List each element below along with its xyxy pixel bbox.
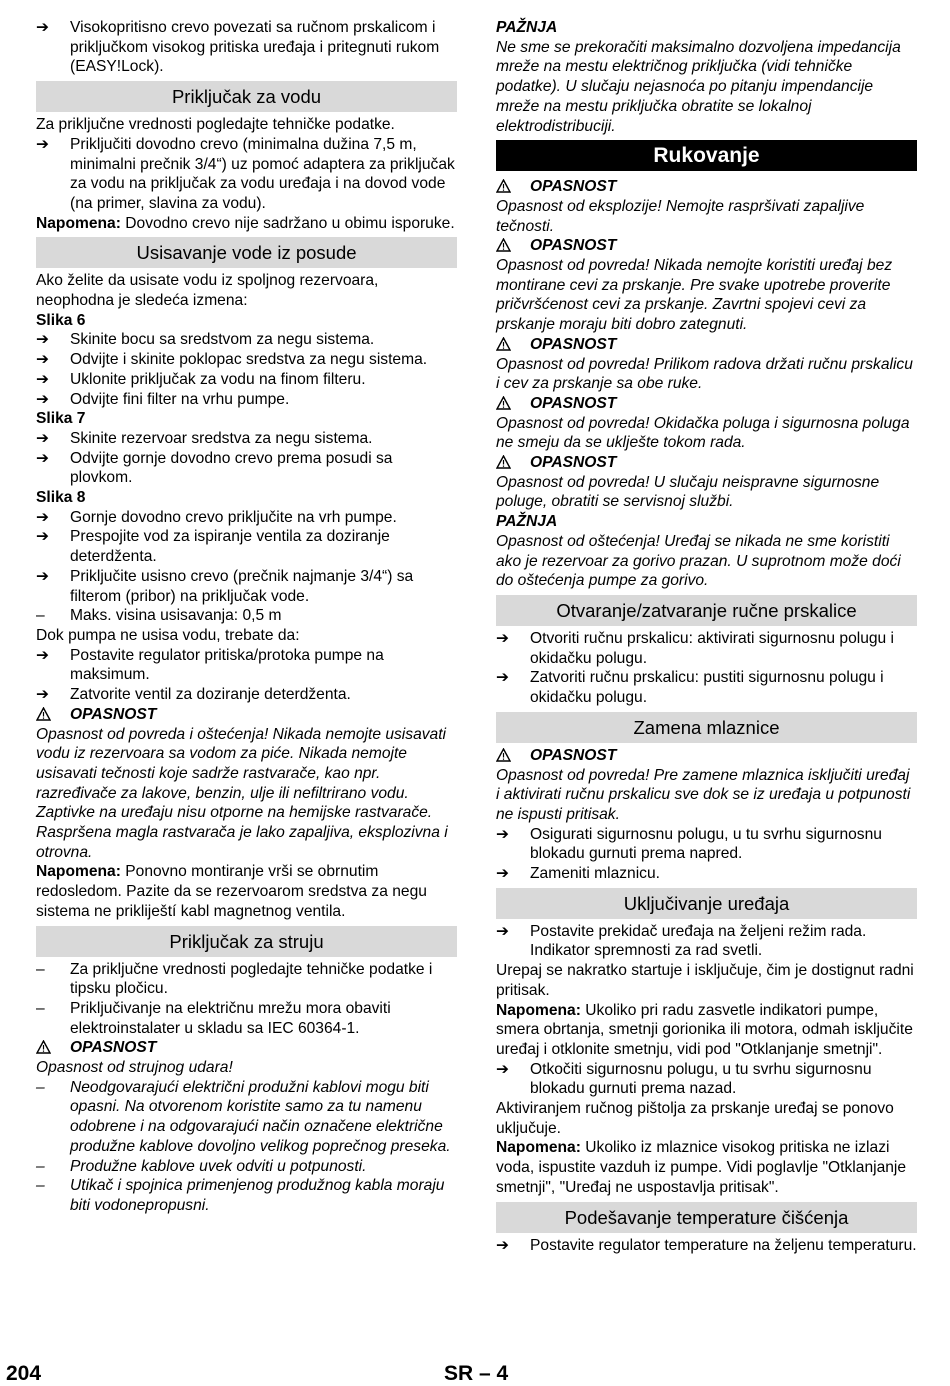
paragraph: Dok pumpa ne usisa vodu, trebate da:	[36, 626, 300, 644]
chapter-heading: Rukovanje	[496, 140, 917, 171]
dash-icon: –	[36, 1157, 45, 1175]
danger-heading: OPASNOST	[36, 1038, 457, 1058]
arrow-icon: ➔	[36, 528, 50, 546]
page-code: SR – 4	[444, 1362, 509, 1385]
arrow-icon: ➔	[36, 429, 50, 447]
warning-text: Opasnost od povreda! Pre zamene mlaznica isključiti uređaj i aktivirati ručnu prskalicu sve dok se iz uređaja u potpunosti ne ispusti pritisak.	[496, 766, 911, 823]
dash-item: – Za priključne vrednosti pogledajte tehničke podatke i tipsku pločicu.	[36, 960, 433, 998]
note: Napomena: Ukoliko pri radu zasvetle indikatori pumpe, smera obrtanja, smetnji gorionika ili motora, odmah isključite uređaj i otklonite smetnju, vidi pod "Otklanjanje smetnji".	[496, 1001, 913, 1058]
warning-text: Opasnost od strujnog udara!	[36, 1059, 233, 1077]
arrow-icon: ➔	[36, 449, 50, 467]
dash-icon: –	[36, 607, 45, 625]
section-heading: Priključak za struju	[36, 926, 457, 957]
arrow-icon: ➔	[36, 351, 50, 369]
danger-heading: OPASNOST	[496, 177, 917, 197]
warning-text: Opasnost od povreda! Nikada nemojte koristiti uređaj bez montirane cevi za prskanje. Pre svake upotrebe proverite pričvršćenost cevi za prskanje. Zavrtni spojevi cevi za prskanje moraju biti dobro zategnuti.	[496, 257, 893, 334]
bullet-item: ➔ Osigurati sigurnosnu polugu, u tu svrhu sigurnosnu blokadu gurnuti prema napred.	[496, 825, 882, 863]
danger-heading: OPASNOST	[496, 453, 917, 473]
bullet-item: ➔ Otvoriti ručnu prskalicu: aktivirati sigurnosnu polugu i okidačku polugu.	[496, 629, 895, 667]
paragraph: Za priključne vrednosti pogledajte tehničke podatke.	[36, 116, 395, 134]
arrow-icon: ➔	[36, 508, 50, 526]
paragraph: Ako želite da usisate vodu iz spoljnog rezervoara, neophodna je sledeća izmena:	[36, 272, 379, 310]
arrow-icon: ➔	[496, 825, 510, 843]
arrow-icon: ➔	[496, 1060, 510, 1078]
right-column	[496, 18, 917, 1255]
warning-text: Opasnost od povreda! U slučaju neispravne sigurnosne poluge, obratiti se servisnoj službi.	[496, 473, 880, 511]
caution-heading: PAŽNJA	[496, 513, 558, 531]
warning-triangle-icon	[496, 177, 530, 197]
section-heading: Podešavanje temperature čišćenja	[496, 1202, 917, 1233]
warning-triangle-icon	[496, 335, 530, 355]
bullet-item: ➔ Priključite usisno crevo (prečnik najmanje 3/4“) sa filterom (pribor) na priključak vode.	[36, 567, 414, 605]
arrow-icon: ➔	[496, 1236, 510, 1254]
arrow-icon: ➔	[36, 686, 50, 704]
note: Napomena: Ponovno montiranje vrši se obrnutim redosledom. Pazite da se rezervoarom sredstva za negu sistema ne prikliještí kabl magnetnog ventila.	[36, 863, 427, 920]
danger-heading: OPASNOST	[496, 394, 917, 414]
figure-label: Slika 6	[36, 311, 86, 329]
caution-text: Ne sme se prekoračiti maksimalno dozvoljena impedancija mreže na mestu električnog priključka (vidi tehničke podatke). U slučaju nejasnoća po pitanju impendancije mreže na mestu priključka obratite se lokalnoj elektrodistribuciji.	[496, 38, 901, 135]
caution-text: Opasnost od oštećenja! Uređaj se nikada ne sme koristiti ako je rezervoar za gorivo prazan. U suprotnom može doći do oštećenja pumpe za gorivo.	[496, 532, 901, 590]
warning-text: Opasnost od povreda i oštećenja! Nikada nemojte usisavati vodu iz rezervoara sa vodom za piće. Nikada nemojte usisavati tečnosti koje sadrže rastvarače, kao npr. razređivače za lakove, benzin, ulje ili nefiltrirano vodu. Zaptivke na uređaju nisu otporne na hemijske rastvarače. Raspršena magla rastvarača je lako zapaljiva, eksplozivna i otrovna.	[36, 725, 448, 861]
bullet-item: ➔ Gornje dovodno crevo priključite na vrh pumpe.	[36, 508, 397, 526]
dash-item: – Utikač i spojnica primenjenog produžnog kabla moraju biti vodonepropusni.	[36, 1177, 445, 1214]
dash-item: – Priključivanje na električnu mrežu mora obaviti elektroinstalater u skladu sa IEC 60364-1.	[36, 999, 391, 1037]
warning-text: Opasnost od povreda! Okidačka poluga i sigurnosna poluga ne smeju da se uklještе tokom rada.	[496, 414, 910, 452]
bullet-item: ➔ Prespojite vod za ispiranje ventila za doziranje deterdženta.	[36, 528, 390, 566]
bullet-item: ➔ Skinite bocu sa sredstvom za negu sistema.	[36, 331, 375, 349]
warning-triangle-icon	[496, 453, 530, 473]
bullet-item: ➔ Zatvoriti ručnu prskalicu: pustiti sigurnosnu polugu i okidačku polugu.	[496, 669, 884, 707]
bullet-item: ➔ Odvijte fini filter na vrhu pumpe.	[36, 390, 290, 408]
dash-icon: –	[36, 960, 45, 978]
warning-triangle-icon	[36, 1038, 70, 1058]
dash-icon: –	[36, 1078, 45, 1096]
arrow-icon: ➔	[496, 865, 510, 883]
arrow-icon: ➔	[36, 331, 50, 349]
paragraph: Aktiviranjem ručnog pištolja za prskanje uređaj se ponovo uključuje.	[496, 1100, 894, 1137]
dash-icon: –	[36, 1177, 45, 1195]
section-heading: Otvaranje/zatvaranje ručne prskalice	[496, 595, 917, 626]
bullet-item: ➔ Zameniti mlaznicu.	[496, 865, 660, 883]
arrow-icon: ➔	[496, 922, 510, 940]
dash-item: – Neodgovarajući električni produžni kablovi mogu biti opasni. Na otvorenom koristite samo za tu namenu odobrene i na odgovarajući način označene električne produžne kablove dovoljno velikog poprečnog preseka.	[36, 1078, 451, 1155]
arrow-icon: ➔	[496, 629, 510, 647]
warning-triangle-icon	[496, 236, 530, 256]
figure-label: Slika 7	[36, 410, 86, 428]
arrow-icon: ➔	[36, 370, 50, 388]
caution-heading: PAŽNJA	[496, 19, 558, 36]
bullet-item: ➔ Skinite rezervoar sredstva za negu sistema.	[36, 429, 373, 447]
arrow-icon: ➔	[36, 135, 50, 153]
warning-triangle-icon	[496, 394, 530, 414]
arrow-icon: ➔	[36, 19, 50, 36]
page-number: 204	[6, 1362, 42, 1385]
warning-text: Opasnost od eksplozije! Nemojte raspršivati zapaljive tečnosti.	[496, 197, 865, 235]
bullet-item: ➔ Postavite prekidač uređaja na željeni režim rada. Indikator spremnosti za rad svetli.	[496, 922, 867, 960]
dash-icon: –	[36, 999, 45, 1017]
bullet-item: ➔ Postavite regulator temperature na željenu temperaturu.	[496, 1236, 917, 1254]
arrow-icon: ➔	[36, 646, 50, 664]
section-heading: Priključak za vodu	[36, 81, 457, 112]
figure-label: Slika 8	[36, 489, 86, 507]
warning-triangle-icon	[496, 746, 530, 766]
note: Napomena: Ukoliko iz mlaznice visokog pritiska ne izlazi voda, ispustite vazduh iz pumpe. Vidi poglavlje "Otklanjanje smetnji", "Uređaj ne uspostavlja pritisak".	[496, 1139, 907, 1196]
danger-heading: OPASNOST	[496, 335, 917, 355]
bullet-item: ➔ Uklonite priključak za vodu na finom filteru.	[36, 370, 366, 388]
note: Napomena: Dovodno crevo nije sadržano u obimu isporuke.	[36, 214, 455, 232]
section-heading: Zamena mlaznice	[496, 712, 917, 743]
paragraph: Urepaj se nakratko startuje i isključuje, čim je dostignut radni pritisak.	[496, 962, 914, 999]
section-heading: Usisavanje vode iz posude	[36, 237, 457, 268]
bullet-item: ➔ Zatvorite ventil za doziranje deterdženta.	[36, 686, 351, 704]
warning-triangle-icon	[36, 705, 70, 725]
arrow-icon: ➔	[496, 669, 510, 687]
bullet-item: ➔ Otkočiti sigurnosnu polugu, u tu svrhu sigurnosnu blokadu gurnuti prema nazad.	[496, 1060, 872, 1098]
arrow-icon: ➔	[36, 390, 50, 408]
bullet-item: ➔ Priključiti dovodno crevo (minimalna dužina 7,5 m, minimalni prečnik 3/4“) uz pomoć adaptera za priključak za vodu na priključak za vodu uređaja i na dovod vode (na primer, slavina za vodu).	[36, 135, 455, 212]
bullet-item: ➔ Odvijte i skinite poklopac sredstva za negu sistema.	[36, 351, 428, 369]
arrow-icon: ➔	[36, 567, 50, 585]
warning-text: Opasnost od povreda! Prilikom radova držati ručnu prskalicu i cev za prskanje sa obe ruke.	[496, 355, 913, 393]
dash-item: – Maks. visina usisavanja: 0,5 m	[36, 607, 282, 625]
danger-heading: OPASNOST	[496, 746, 917, 766]
bullet-item: ➔ Odvijte gornje dovodno crevo prema posudi sa plovkom.	[36, 449, 393, 487]
dash-item: – Produžne kablove uvek odviti u potpunosti.	[36, 1157, 367, 1175]
left-column	[36, 18, 457, 1216]
bullet-item: ➔ Postavite regulator pritiska/protoka pumpe na maksimum.	[36, 646, 384, 684]
bullet-item: ➔ Visokopritisno crevo povezati sa ručnom prskalicom i priključkom visokog pritiska uređaja i pritegnuti rukom (EASY!Lock).	[36, 19, 440, 76]
danger-heading: OPASNOST	[496, 236, 917, 256]
danger-heading: OPASNOST	[36, 705, 457, 725]
section-heading: Uključivanje uređaja	[496, 888, 917, 919]
